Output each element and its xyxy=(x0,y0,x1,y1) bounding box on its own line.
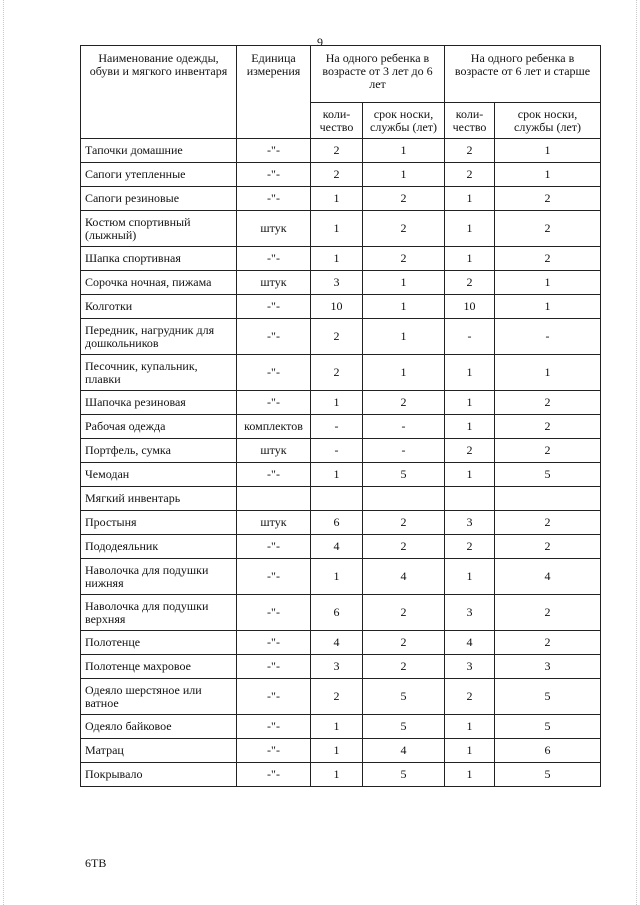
qty-3-6 xyxy=(311,487,363,511)
qty-3-6: - xyxy=(311,415,363,439)
qty-3-6: - xyxy=(311,439,363,463)
qty-6-plus: 10 xyxy=(445,295,495,319)
item-name: Одеяло шерстяное или ватное xyxy=(81,679,237,715)
term-3-6: 2 xyxy=(363,595,445,631)
item-name: Шапочка резиновая xyxy=(81,391,237,415)
term-3-6 xyxy=(363,487,445,511)
qty-3-6: 10 xyxy=(311,295,363,319)
item-unit: штук xyxy=(237,511,311,535)
table-row xyxy=(81,535,601,559)
term-3-6: 5 xyxy=(363,463,445,487)
qty-6-plus: - xyxy=(445,319,495,355)
qty-6-plus: 2 xyxy=(445,535,495,559)
header-age-3-6: На одного ребенка в возрасте от 3 лет до 6 лет xyxy=(311,46,445,103)
qty-3-6: 1 xyxy=(311,715,363,739)
item-name: Пододеяльник xyxy=(81,535,237,559)
qty-6-plus: 2 xyxy=(445,163,495,187)
item-name: Шапка спортивная xyxy=(81,247,237,271)
qty-6-plus: 3 xyxy=(445,511,495,535)
table-body xyxy=(81,139,601,787)
item-name: Рабочая одежда xyxy=(81,415,237,439)
qty-3-6: 1 xyxy=(311,211,363,247)
item-name: Полотенце махровое xyxy=(81,655,237,679)
table-row xyxy=(81,487,601,511)
qty-3-6: 1 xyxy=(311,187,363,211)
item-name: Одеяло байковое xyxy=(81,715,237,739)
header-item-name: Наименование одежды, обуви и мягкого инвентаря xyxy=(81,46,237,139)
header-age-6-plus: На одного ребенка в возрасте от 6 лет и старше xyxy=(445,46,601,103)
item-unit: -"- xyxy=(237,679,311,715)
item-unit: штук xyxy=(237,439,311,463)
qty-3-6: 4 xyxy=(311,631,363,655)
table-row xyxy=(81,187,601,211)
table-row xyxy=(81,211,601,247)
qty-6-plus: 2 xyxy=(445,271,495,295)
qty-6-plus: 3 xyxy=(445,595,495,631)
item-unit: -"- xyxy=(237,187,311,211)
table-row xyxy=(81,559,601,595)
qty-3-6: 4 xyxy=(311,535,363,559)
item-name: Тапочки домашние xyxy=(81,139,237,163)
term-3-6: 2 xyxy=(363,511,445,535)
item-name: Портфель, сумка xyxy=(81,439,237,463)
qty-3-6: 3 xyxy=(311,655,363,679)
header-unit: Единица измерения xyxy=(237,46,311,139)
table-row xyxy=(81,295,601,319)
term-6-plus: 1 xyxy=(495,271,601,295)
qty-3-6: 6 xyxy=(311,595,363,631)
item-name: Полотенце xyxy=(81,631,237,655)
item-unit: -"- xyxy=(237,739,311,763)
qty-3-6: 1 xyxy=(311,739,363,763)
term-3-6: 1 xyxy=(363,163,445,187)
scan-edge-left xyxy=(3,0,6,905)
term-6-plus: 2 xyxy=(495,415,601,439)
term-6-plus: - xyxy=(495,319,601,355)
term-3-6: 2 xyxy=(363,535,445,559)
qty-6-plus: 1 xyxy=(445,211,495,247)
qty-6-plus: 1 xyxy=(445,415,495,439)
table-row xyxy=(81,679,601,715)
term-6-plus: 2 xyxy=(495,511,601,535)
table-row xyxy=(81,163,601,187)
item-unit: -"- xyxy=(237,355,311,391)
term-3-6: 1 xyxy=(363,139,445,163)
item-unit: -"- xyxy=(237,463,311,487)
item-name: Простыня xyxy=(81,511,237,535)
item-unit: -"- xyxy=(237,535,311,559)
qty-6-plus: 1 xyxy=(445,463,495,487)
page-number: 9 xyxy=(317,35,323,49)
term-6-plus: 2 xyxy=(495,187,601,211)
term-6-plus: 5 xyxy=(495,679,601,715)
qty-3-6: 2 xyxy=(311,163,363,187)
qty-3-6: 1 xyxy=(311,463,363,487)
term-3-6: 2 xyxy=(363,631,445,655)
item-name: Сапоги утепленные xyxy=(81,163,237,187)
qty-3-6: 2 xyxy=(311,139,363,163)
qty-6-plus: 1 xyxy=(445,559,495,595)
item-unit: комплектов xyxy=(237,415,311,439)
term-6-plus: 2 xyxy=(495,247,601,271)
term-3-6: 5 xyxy=(363,763,445,787)
item-unit: -"- xyxy=(237,715,311,739)
header-term-6-plus: срок носки, службы (лет) xyxy=(495,103,601,139)
header-term-3-6: срок носки, службы (лет) xyxy=(363,103,445,139)
qty-3-6: 1 xyxy=(311,559,363,595)
item-name: Матрац xyxy=(81,739,237,763)
term-6-plus: 1 xyxy=(495,355,601,391)
term-6-plus: 4 xyxy=(495,559,601,595)
item-unit: штук xyxy=(237,211,311,247)
item-name: Колготки xyxy=(81,295,237,319)
term-3-6: 2 xyxy=(363,211,445,247)
qty-6-plus: 4 xyxy=(445,631,495,655)
item-unit: -"- xyxy=(237,139,311,163)
term-6-plus: 5 xyxy=(495,763,601,787)
table-row xyxy=(81,463,601,487)
term-6-plus: 2 xyxy=(495,535,601,559)
item-name: Костюм спортивный (лыжный) xyxy=(81,211,237,247)
scan-edge-right xyxy=(636,0,639,905)
item-unit: -"- xyxy=(237,763,311,787)
item-name: Песочник, купальник, плавки xyxy=(81,355,237,391)
term-6-plus: 3 xyxy=(495,655,601,679)
term-3-6: 4 xyxy=(363,559,445,595)
qty-6-plus: 1 xyxy=(445,247,495,271)
table-row xyxy=(81,511,601,535)
table-row xyxy=(81,763,601,787)
term-6-plus: 2 xyxy=(495,211,601,247)
item-unit: -"- xyxy=(237,295,311,319)
item-unit: -"- xyxy=(237,247,311,271)
table-row xyxy=(81,655,601,679)
qty-3-6: 2 xyxy=(311,355,363,391)
term-3-6: 5 xyxy=(363,715,445,739)
term-3-6: 2 xyxy=(363,187,445,211)
term-3-6: 2 xyxy=(363,391,445,415)
table-header xyxy=(81,46,601,139)
item-name: Чемодан xyxy=(81,463,237,487)
table-row xyxy=(81,271,601,295)
table-row xyxy=(81,739,601,763)
term-3-6: 1 xyxy=(363,355,445,391)
table-row xyxy=(81,631,601,655)
table-row xyxy=(81,247,601,271)
table-row xyxy=(81,139,601,163)
qty-6-plus: 2 xyxy=(445,139,495,163)
term-3-6: 2 xyxy=(363,655,445,679)
term-6-plus: 1 xyxy=(495,295,601,319)
table-row xyxy=(81,415,601,439)
qty-3-6: 1 xyxy=(311,763,363,787)
table-row xyxy=(81,715,601,739)
item-unit: -"- xyxy=(237,319,311,355)
item-unit: -"- xyxy=(237,655,311,679)
qty-6-plus xyxy=(445,487,495,511)
table-row xyxy=(81,439,601,463)
item-name: Наволочка для подушки верхняя xyxy=(81,595,237,631)
item-unit: штук xyxy=(237,271,311,295)
term-6-plus: 5 xyxy=(495,715,601,739)
qty-6-plus: 1 xyxy=(445,763,495,787)
qty-3-6: 2 xyxy=(311,679,363,715)
term-6-plus: 1 xyxy=(495,163,601,187)
qty-6-plus: 1 xyxy=(445,391,495,415)
qty-3-6: 1 xyxy=(311,391,363,415)
qty-3-6: 2 xyxy=(311,319,363,355)
item-name: Передник, нагрудник для дошкольников xyxy=(81,319,237,355)
qty-3-6: 3 xyxy=(311,271,363,295)
term-3-6: 1 xyxy=(363,319,445,355)
table-row xyxy=(81,355,601,391)
term-6-plus: 1 xyxy=(495,139,601,163)
term-6-plus: 2 xyxy=(495,631,601,655)
item-unit: -"- xyxy=(237,631,311,655)
qty-6-plus: 2 xyxy=(445,439,495,463)
table-row xyxy=(81,319,601,355)
qty-6-plus: 1 xyxy=(445,187,495,211)
header-qty-6-plus: коли-чество xyxy=(445,103,495,139)
item-name: Сапоги резиновые xyxy=(81,187,237,211)
header-qty-3-6: коли-чество xyxy=(311,103,363,139)
term-6-plus: 2 xyxy=(495,595,601,631)
term-3-6: 2 xyxy=(363,247,445,271)
item-unit: -"- xyxy=(237,595,311,631)
clothing-norms-table xyxy=(80,45,601,787)
qty-3-6: 1 xyxy=(311,247,363,271)
item-unit: -"- xyxy=(237,391,311,415)
term-3-6: 1 xyxy=(363,271,445,295)
item-unit: -"- xyxy=(237,559,311,595)
table-row xyxy=(81,595,601,631)
term-3-6: 1 xyxy=(363,295,445,319)
item-name: Мягкий инвентарь xyxy=(81,487,237,511)
term-6-plus: 2 xyxy=(495,439,601,463)
term-6-plus xyxy=(495,487,601,511)
qty-6-plus: 1 xyxy=(445,355,495,391)
term-3-6: 5 xyxy=(363,679,445,715)
term-6-plus: 2 xyxy=(495,391,601,415)
qty-6-plus: 3 xyxy=(445,655,495,679)
item-name: Покрывало xyxy=(81,763,237,787)
term-6-plus: 5 xyxy=(495,463,601,487)
term-6-plus: 6 xyxy=(495,739,601,763)
qty-3-6: 6 xyxy=(311,511,363,535)
qty-6-plus: 1 xyxy=(445,739,495,763)
item-name: Наволочка для подушки нижняя xyxy=(81,559,237,595)
term-3-6: 4 xyxy=(363,739,445,763)
term-3-6: - xyxy=(363,439,445,463)
term-3-6: - xyxy=(363,415,445,439)
item-unit: -"- xyxy=(237,163,311,187)
item-unit xyxy=(237,487,311,511)
qty-6-plus: 1 xyxy=(445,715,495,739)
footer-code: 6ТВ xyxy=(85,856,107,870)
qty-6-plus: 2 xyxy=(445,679,495,715)
item-name: Сорочка ночная, пижама xyxy=(81,271,237,295)
table-row xyxy=(81,391,601,415)
